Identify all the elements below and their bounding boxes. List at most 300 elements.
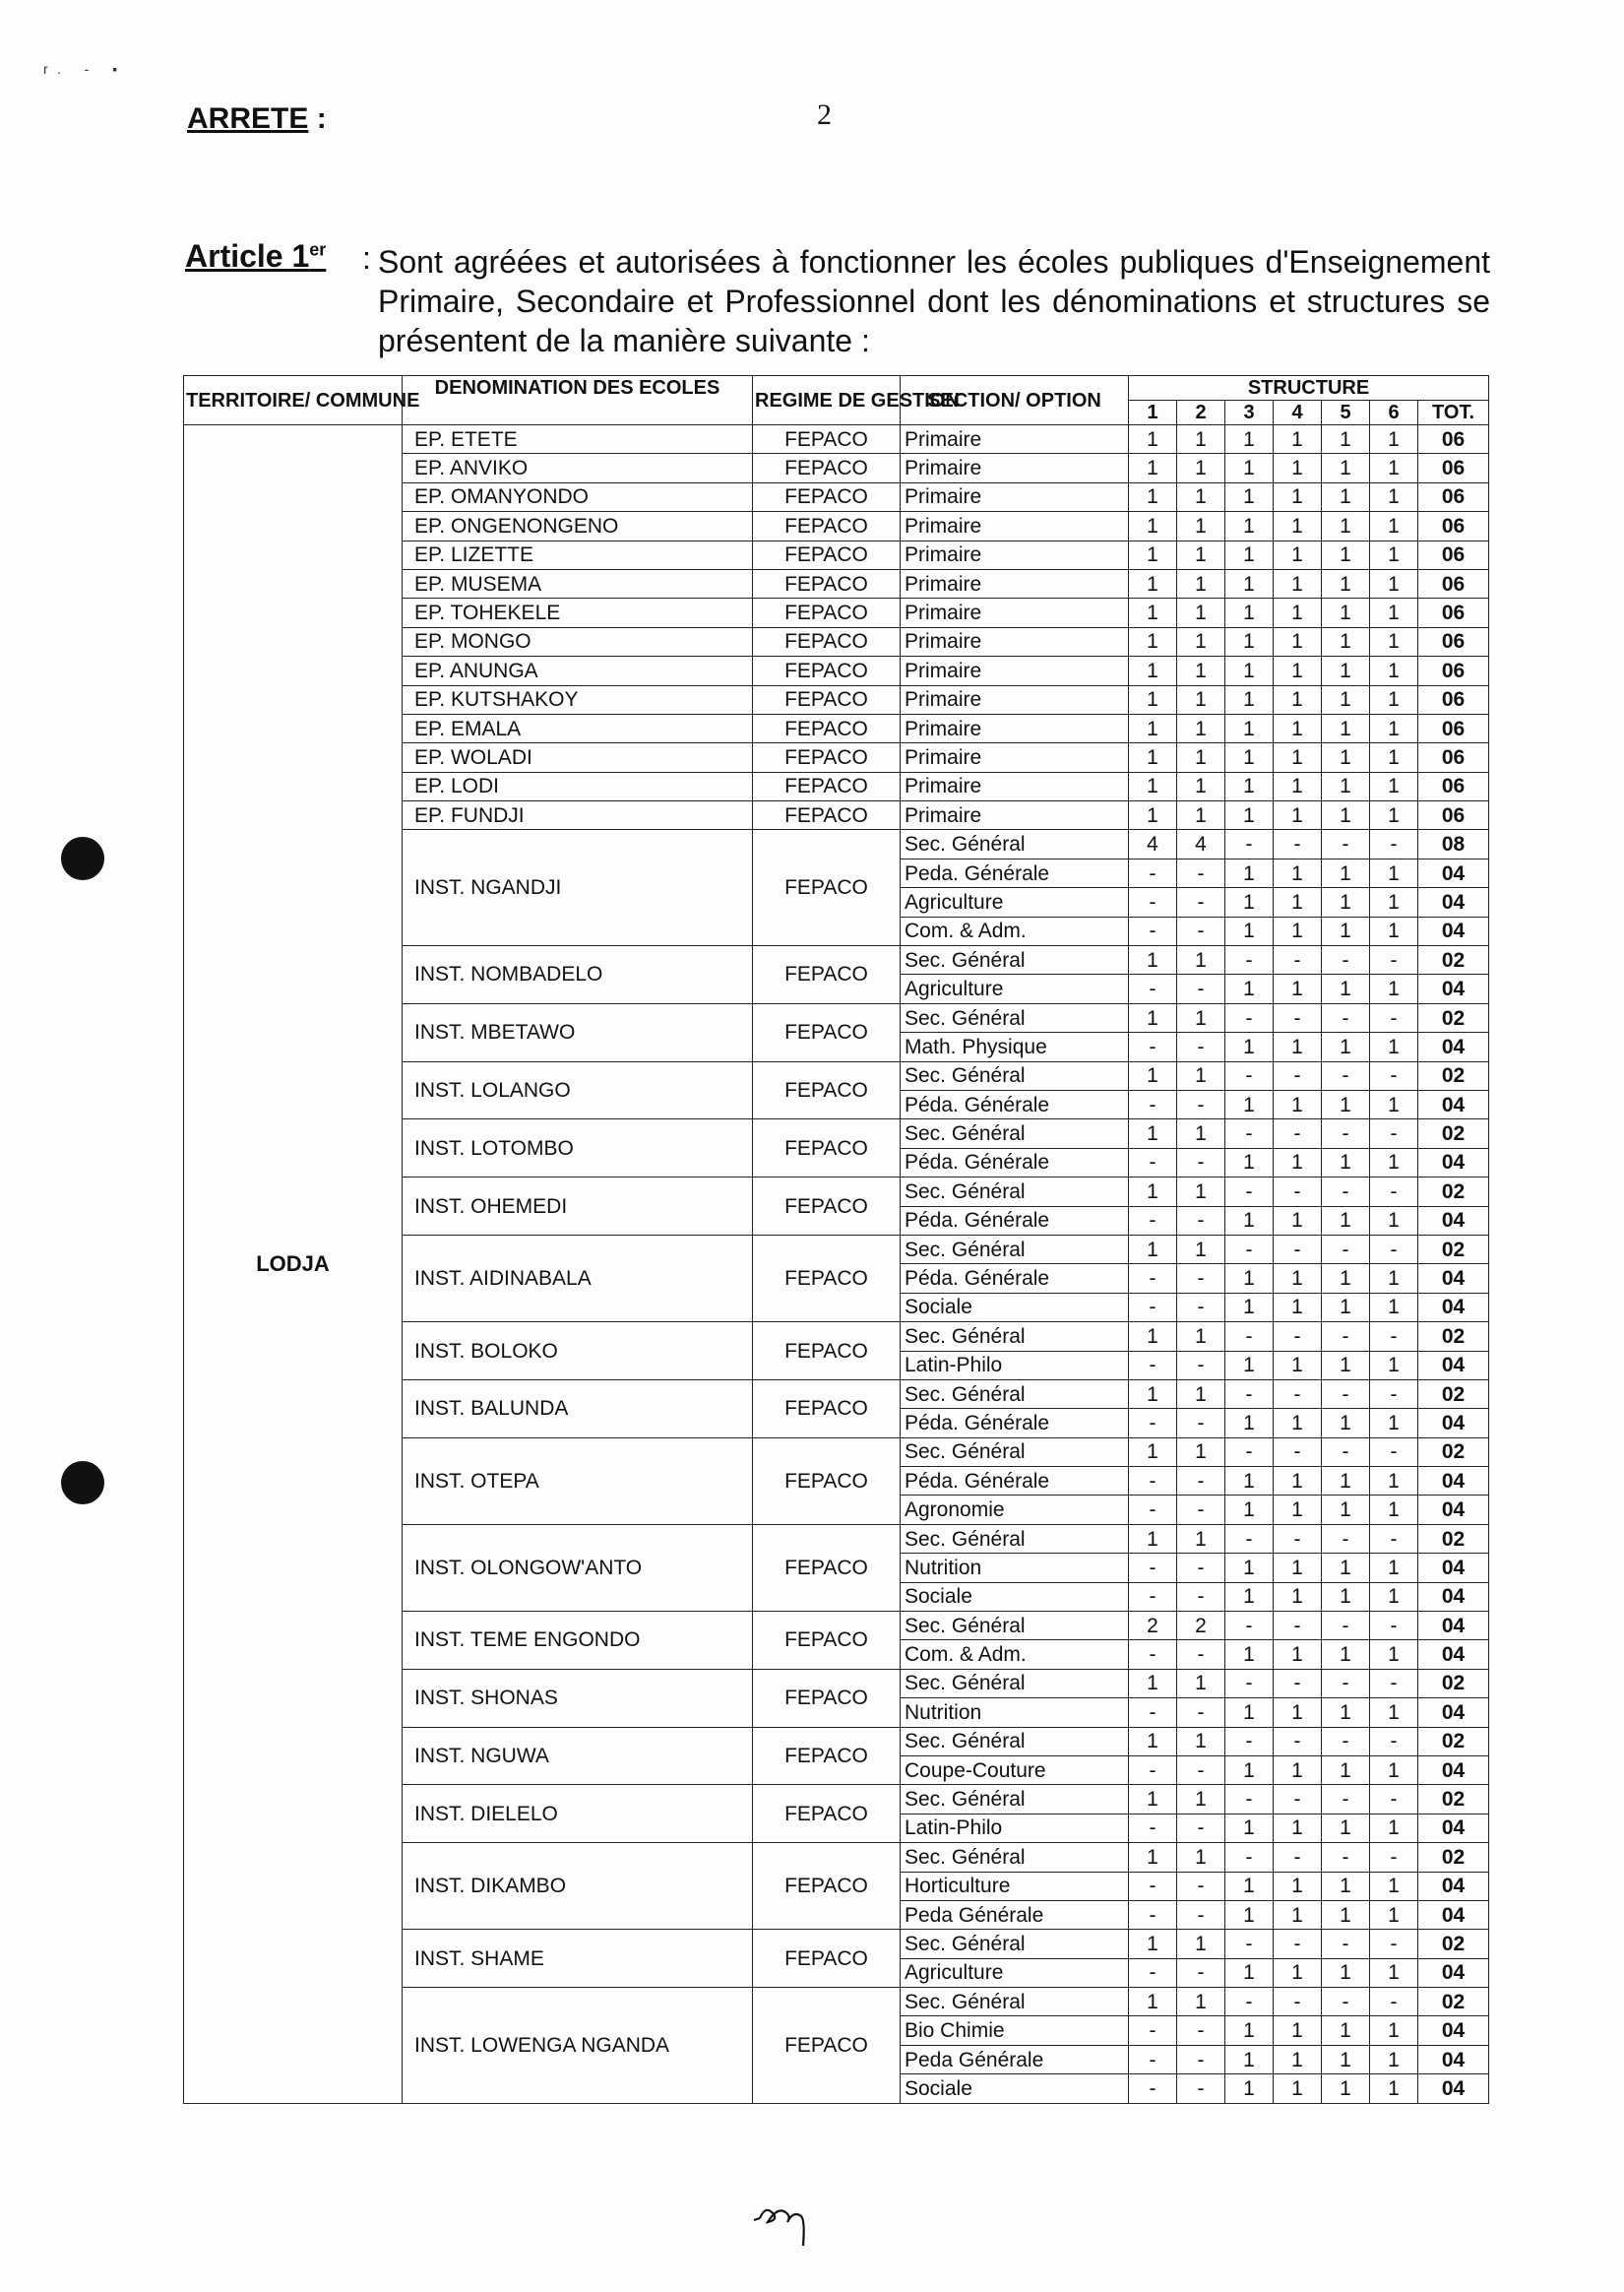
regime-cell: FEPACO [753,1785,901,1843]
structure-cell-3: 1 [1225,1872,1274,1900]
signature-icon [748,2181,837,2250]
school-name-cell: INST. AIDINABALA [403,1235,753,1321]
option-cell: Coupe-Couture [901,1755,1129,1784]
structure-cell-4: - [1274,1727,1322,1755]
structure-cell-2: - [1177,1148,1225,1177]
structure-cell-3: 1 [1225,657,1274,685]
regime-cell: FEPACO [753,1379,901,1437]
structure-cell-4: 1 [1274,1814,1322,1842]
structure-cell-6: 1 [1370,512,1418,541]
structure-cell-6: 1 [1370,1090,1418,1118]
total-cell: 02 [1418,1061,1489,1090]
school-name-cell: INST. OLONGOW'ANTO [403,1524,753,1611]
structure-cell-2: 1 [1177,599,1225,627]
total-cell: 06 [1418,425,1489,454]
total-cell: 02 [1418,1003,1489,1032]
article-label-text: Article 1 [185,238,310,274]
total-cell: 02 [1418,1437,1489,1466]
structure-cell-6: 1 [1370,657,1418,685]
structure-cell-6: 1 [1370,454,1418,482]
structure-cell-5: - [1322,946,1370,975]
option-cell: Primaire [901,743,1129,772]
structure-cell-2: - [1177,1755,1225,1784]
school-name-cell: EP. MONGO [403,627,753,656]
regime-cell: FEPACO [753,1178,901,1236]
school-name-cell: INST. BOLOKO [403,1322,753,1380]
structure-cell-2: - [1177,1467,1225,1496]
regime-cell: FEPACO [753,569,901,598]
option-cell: Horticulture [901,1872,1129,1900]
structure-cell-1: - [1129,2045,1177,2073]
structure-cell-2: 1 [1177,627,1225,656]
school-name-cell: INST. LOLANGO [403,1061,753,1119]
structure-cell-2: 1 [1177,454,1225,482]
structure-cell-3: - [1225,1612,1274,1640]
option-cell: Primaire [901,425,1129,454]
option-cell: Primaire [901,657,1129,685]
structure-cell-1: 4 [1129,830,1177,859]
option-cell: Math. Physique [901,1033,1129,1061]
header-col-3: 3 [1225,401,1274,425]
option-cell: Primaire [901,482,1129,511]
structure-cell-2: 1 [1177,1119,1225,1148]
regime-cell: FEPACO [753,1669,901,1727]
structure-cell-5: 1 [1322,685,1370,714]
structure-cell-6: 1 [1370,1958,1418,1987]
regime-cell: FEPACO [753,1930,901,1988]
regime-cell: FEPACO [753,1727,901,1785]
regime-cell: FEPACO [753,454,901,482]
structure-cell-3: 1 [1225,482,1274,511]
option-cell: Primaire [901,772,1129,800]
structure-cell-2: 1 [1177,1003,1225,1032]
total-cell: 02 [1418,1524,1489,1553]
total-cell: 04 [1418,1293,1489,1321]
structure-cell-4: 1 [1274,627,1322,656]
total-cell: 02 [1418,1235,1489,1263]
school-name-cell: EP. ETETE [403,425,753,454]
structure-cell-2: - [1177,1872,1225,1900]
structure-cell-5: - [1322,1727,1370,1755]
option-cell: Péda. Générale [901,1409,1129,1437]
structure-cell-3: 1 [1225,1206,1274,1235]
structure-cell-6: 1 [1370,425,1418,454]
structure-cell-4: 1 [1274,1755,1322,1784]
structure-cell-6: - [1370,1003,1418,1032]
header-territoire: TERRITOIRE/ COMMUNE [184,376,403,425]
structure-cell-6: 1 [1370,1409,1418,1437]
structure-cell-6: 1 [1370,1814,1418,1842]
structure-cell-5: 1 [1322,2045,1370,2073]
structure-cell-4: 1 [1274,714,1322,742]
structure-cell-6: 1 [1370,975,1418,1003]
regime-cell: FEPACO [753,1524,901,1611]
school-name-cell: INST. OHEMEDI [403,1178,753,1236]
regime-cell: FEPACO [753,946,901,1004]
structure-cell-5: - [1322,1235,1370,1263]
structure-cell-3: 1 [1225,1900,1274,1929]
structure-cell-3: 1 [1225,975,1274,1003]
total-cell: 02 [1418,1178,1489,1206]
structure-cell-5: 1 [1322,599,1370,627]
structure-cell-5: 1 [1322,917,1370,945]
structure-cell-4: 1 [1274,2074,1322,2103]
structure-cell-3: - [1225,946,1274,975]
structure-cell-1: 1 [1129,1061,1177,1090]
total-cell: 06 [1418,801,1489,830]
structure-cell-5: - [1322,1843,1370,1872]
option-cell: Agronomie [901,1496,1129,1524]
structure-cell-1: - [1129,1206,1177,1235]
structure-cell-4: 1 [1274,772,1322,800]
structure-cell-1: 1 [1129,1988,1177,2016]
option-cell: Sec. Général [901,1379,1129,1408]
structure-cell-3: 1 [1225,512,1274,541]
structure-cell-6: 1 [1370,1264,1418,1293]
structure-cell-4: 1 [1274,888,1322,917]
structure-cell-5: 1 [1322,2074,1370,2103]
structure-cell-2: 1 [1177,541,1225,569]
total-cell: 06 [1418,482,1489,511]
structure-cell-4: 1 [1274,975,1322,1003]
structure-cell-1: 1 [1129,512,1177,541]
structure-cell-5: - [1322,1930,1370,1958]
structure-cell-6: 1 [1370,541,1418,569]
option-cell: Bio Chimie [901,2016,1129,2045]
structure-cell-2: 1 [1177,482,1225,511]
structure-cell-4: 1 [1274,1958,1322,1987]
structure-cell-6: 1 [1370,2016,1418,2045]
structure-cell-2: - [1177,1293,1225,1321]
structure-cell-3: 1 [1225,1467,1274,1496]
structure-cell-6: - [1370,1612,1418,1640]
option-cell: Sec. Général [901,1524,1129,1553]
structure-cell-5: 1 [1322,627,1370,656]
structure-cell-3: - [1225,1379,1274,1408]
structure-cell-4: - [1274,1524,1322,1553]
structure-cell-5: 1 [1322,714,1370,742]
structure-cell-2: - [1177,917,1225,945]
structure-cell-3: - [1225,1061,1274,1090]
structure-cell-2: 1 [1177,1669,1225,1697]
option-cell: Primaire [901,599,1129,627]
structure-cell-3: 1 [1225,1554,1274,1582]
option-cell: Primaire [901,714,1129,742]
regime-cell: FEPACO [753,743,901,772]
structure-cell-5: - [1322,1612,1370,1640]
structure-cell-3: 1 [1225,685,1274,714]
structure-cell-5: - [1322,1785,1370,1814]
structure-cell-3: 1 [1225,627,1274,656]
school-name-cell: INST. NOMBADELO [403,946,753,1004]
structure-cell-3: 1 [1225,1351,1274,1379]
structure-cell-1: - [1129,1293,1177,1321]
total-cell: 02 [1418,1727,1489,1755]
structure-cell-5: 1 [1322,1900,1370,1929]
structure-cell-3: - [1225,1988,1274,2016]
structure-cell-2: - [1177,1698,1225,1727]
total-cell: 04 [1418,1755,1489,1784]
structure-cell-2: 1 [1177,657,1225,685]
structure-cell-4: 1 [1274,1090,1322,1118]
structure-cell-4: - [1274,1437,1322,1466]
table-row [184,425,1489,454]
structure-cell-1: 1 [1129,1930,1177,1958]
regime-cell: FEPACO [753,1061,901,1119]
option-cell: Agriculture [901,888,1129,917]
structure-cell-3: 1 [1225,569,1274,598]
total-cell: 04 [1418,1554,1489,1582]
structure-cell-4: - [1274,1119,1322,1148]
structure-cell-4: 1 [1274,917,1322,945]
schools-table [183,375,1489,2104]
structure-cell-6: - [1370,1178,1418,1206]
structure-cell-4: 1 [1274,1698,1322,1727]
structure-cell-6: - [1370,946,1418,975]
total-cell: 04 [1418,917,1489,945]
option-cell: Sociale [901,1582,1129,1611]
structure-cell-6: 1 [1370,1755,1418,1784]
regime-cell: FEPACO [753,512,901,541]
structure-cell-1: 1 [1129,1178,1177,1206]
total-cell: 04 [1418,1612,1489,1640]
structure-cell-4: 1 [1274,1033,1322,1061]
structure-cell-3: 1 [1225,917,1274,945]
structure-cell-4: 1 [1274,859,1322,887]
option-cell: Sec. Général [901,830,1129,859]
structure-cell-2: 1 [1177,743,1225,772]
structure-cell-2: 1 [1177,1061,1225,1090]
option-cell: Sec. Général [901,1988,1129,2016]
structure-cell-2: 4 [1177,830,1225,859]
school-name-cell: EP. LODI [403,772,753,800]
structure-cell-4: 1 [1274,425,1322,454]
structure-cell-6: 1 [1370,599,1418,627]
structure-cell-4: - [1274,1930,1322,1958]
structure-cell-5: - [1322,1524,1370,1553]
structure-cell-4: - [1274,946,1322,975]
structure-cell-3: - [1225,1178,1274,1206]
structure-cell-3: - [1225,1322,1274,1351]
structure-cell-6: 1 [1370,1640,1418,1669]
option-cell: Nutrition [901,1554,1129,1582]
punch-hole-icon [61,837,104,880]
structure-cell-1: 1 [1129,657,1177,685]
option-cell: Agriculture [901,975,1129,1003]
structure-cell-4: 1 [1274,1206,1322,1235]
structure-cell-5: 1 [1322,888,1370,917]
structure-cell-6: 1 [1370,685,1418,714]
header-section: SECTION/ OPTION [901,376,1129,425]
structure-cell-4: 1 [1274,1872,1322,1900]
structure-cell-3: 1 [1225,888,1274,917]
structure-cell-3: 1 [1225,454,1274,482]
regime-cell: FEPACO [753,1612,901,1670]
structure-cell-2: - [1177,1033,1225,1061]
structure-cell-1: - [1129,1351,1177,1379]
structure-cell-1: - [1129,1900,1177,1929]
structure-cell-2: - [1177,1206,1225,1235]
regime-cell: FEPACO [753,627,901,656]
structure-cell-2: - [1177,1640,1225,1669]
option-cell: Péda. Générale [901,1467,1129,1496]
total-cell: 04 [1418,1900,1489,1929]
structure-cell-5: 1 [1322,1467,1370,1496]
structure-cell-2: - [1177,1264,1225,1293]
structure-cell-4: - [1274,1669,1322,1697]
structure-cell-5: 1 [1322,1409,1370,1437]
structure-cell-2: 1 [1177,801,1225,830]
structure-cell-2: 1 [1177,1524,1225,1553]
school-name-cell: INST. DIELELO [403,1785,753,1843]
structure-cell-4: - [1274,1988,1322,2016]
structure-cell-5: 1 [1322,1206,1370,1235]
structure-cell-4: 1 [1274,1409,1322,1437]
total-cell: 04 [1418,2045,1489,2073]
structure-cell-4: - [1274,1003,1322,1032]
total-cell: 04 [1418,1467,1489,1496]
structure-cell-4: 1 [1274,1264,1322,1293]
structure-cell-3: 1 [1225,743,1274,772]
regime-cell: FEPACO [753,1843,901,1930]
structure-cell-5: 1 [1322,975,1370,1003]
total-cell: 06 [1418,743,1489,772]
structure-cell-6: - [1370,1669,1418,1697]
option-cell: Primaire [901,627,1129,656]
regime-cell: FEPACO [753,657,901,685]
structure-cell-4: 1 [1274,685,1322,714]
regime-cell: FEPACO [753,1322,901,1380]
structure-cell-5: 1 [1322,1264,1370,1293]
option-cell: Sec. Général [901,946,1129,975]
structure-cell-3: 1 [1225,1409,1274,1437]
structure-cell-2: - [1177,1090,1225,1118]
structure-cell-5: 1 [1322,1496,1370,1524]
option-cell: Primaire [901,512,1129,541]
structure-cell-4: 1 [1274,1582,1322,1611]
structure-cell-2: 1 [1177,425,1225,454]
structure-cell-5: - [1322,1669,1370,1697]
total-cell: 04 [1418,975,1489,1003]
regime-cell: FEPACO [753,772,901,800]
option-cell: Sec. Général [901,1669,1129,1697]
total-cell: 04 [1418,1148,1489,1177]
structure-cell-2: 1 [1177,1785,1225,1814]
structure-cell-5: - [1322,830,1370,859]
school-name-cell: INST. OTEPA [403,1437,753,1524]
structure-cell-2: 1 [1177,512,1225,541]
structure-cell-6: - [1370,1785,1418,1814]
structure-cell-3: 1 [1225,1814,1274,1842]
option-cell: Péda. Générale [901,1148,1129,1177]
option-cell: Péda. Générale [901,1090,1129,1118]
structure-cell-5: 1 [1322,1293,1370,1321]
structure-cell-2: - [1177,1814,1225,1842]
structure-cell-6: 1 [1370,888,1418,917]
structure-cell-6: 1 [1370,2074,1418,2103]
total-cell: 04 [1418,1409,1489,1437]
structure-cell-6: 1 [1370,2045,1418,2073]
total-cell: 04 [1418,2016,1489,2045]
total-cell: 04 [1418,1264,1489,1293]
structure-cell-4: - [1274,1843,1322,1872]
structure-cell-4: 1 [1274,1900,1322,1929]
option-cell: Peda. Générale [901,859,1129,887]
page-number: 2 [817,98,832,131]
structure-cell-3: - [1225,1119,1274,1148]
structure-cell-4: 1 [1274,1496,1322,1524]
school-name-cell: INST. SHONAS [403,1669,753,1727]
total-cell: 06 [1418,685,1489,714]
header-col-2: 2 [1177,401,1225,425]
structure-cell-3: 1 [1225,714,1274,742]
structure-cell-6: - [1370,1524,1418,1553]
structure-cell-6: 1 [1370,801,1418,830]
structure-cell-2: - [1177,975,1225,1003]
option-cell: Primaire [901,801,1129,830]
structure-cell-5: 1 [1322,859,1370,887]
structure-cell-1: - [1129,1958,1177,1987]
commune-cell: LODJA [184,425,403,2104]
structure-cell-5: - [1322,1178,1370,1206]
structure-cell-1: - [1129,1814,1177,1842]
structure-cell-5: 1 [1322,657,1370,685]
total-cell: 02 [1418,1785,1489,1814]
structure-cell-6: 1 [1370,1872,1418,1900]
school-name-cell: INST. LOTOMBO [403,1119,753,1178]
option-cell: Sec. Général [901,1437,1129,1466]
structure-cell-4: 1 [1274,1554,1322,1582]
structure-cell-1: 1 [1129,454,1177,482]
option-cell: Primaire [901,569,1129,598]
option-cell: Primaire [901,541,1129,569]
total-cell: 04 [1418,2074,1489,2103]
structure-cell-1: 1 [1129,599,1177,627]
header-col-1: 1 [1129,401,1177,425]
structure-cell-5: 1 [1322,1872,1370,1900]
regime-cell: FEPACO [753,830,901,946]
structure-cell-6: - [1370,830,1418,859]
school-name-cell: EP. ANUNGA [403,657,753,685]
structure-cell-5: 1 [1322,1148,1370,1177]
structure-cell-2: 1 [1177,685,1225,714]
structure-cell-3: 1 [1225,1090,1274,1118]
structure-cell-6: 1 [1370,482,1418,511]
structure-cell-1: - [1129,1698,1177,1727]
total-cell: 04 [1418,859,1489,887]
total-cell: 04 [1418,1206,1489,1235]
header-structure: STRUCTURE [1129,376,1489,401]
structure-cell-1: 1 [1129,1785,1177,1814]
structure-cell-6: - [1370,1843,1418,1872]
total-cell: 04 [1418,888,1489,917]
total-cell: 06 [1418,541,1489,569]
structure-cell-2: 1 [1177,1235,1225,1263]
structure-cell-6: 1 [1370,1293,1418,1321]
structure-cell-4: - [1274,1178,1322,1206]
structure-cell-1: 1 [1129,541,1177,569]
structure-cell-6: 1 [1370,743,1418,772]
structure-cell-2: - [1177,888,1225,917]
structure-cell-2: - [1177,2074,1225,2103]
option-cell: Sec. Général [901,1003,1129,1032]
structure-cell-6: 1 [1370,1033,1418,1061]
article-label-sup: er [309,239,327,260]
structure-cell-6: 1 [1370,1496,1418,1524]
structure-cell-4: - [1274,830,1322,859]
structure-cell-4: 1 [1274,454,1322,482]
structure-cell-4: 1 [1274,1293,1322,1321]
